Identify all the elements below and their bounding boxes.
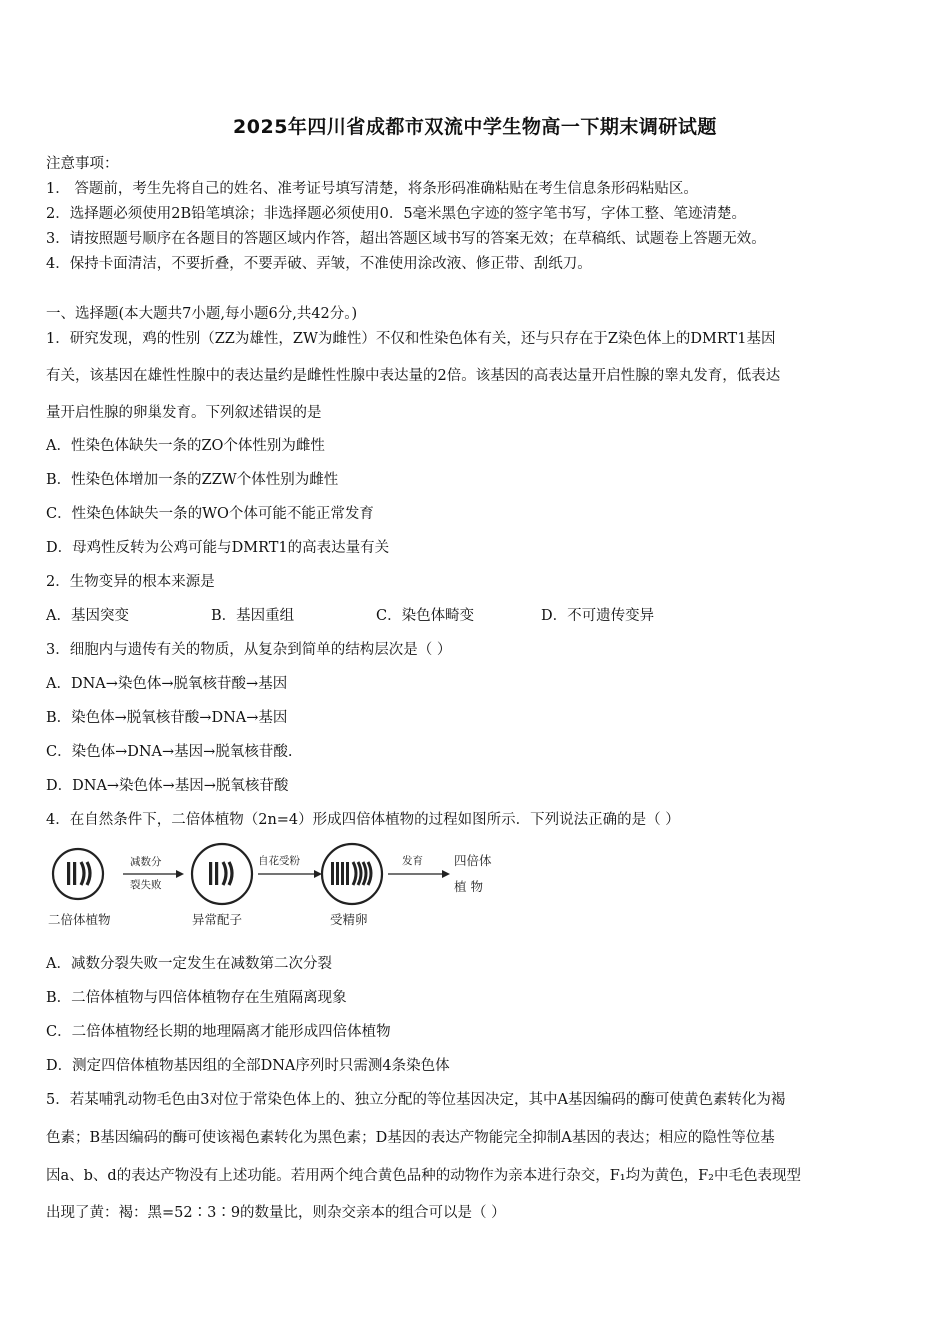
q1-stem-line-1: 1．研究发现，鸡的性别（ZZ为雄性，ZW为雌性）不仅和性染色体有关，还与只存在于Z染色体上的DMRT1基因 [46,331,776,347]
label-development: 发育 [402,855,423,867]
label-tetraploid: 四倍体 [454,853,492,868]
arrow-icon [123,870,184,878]
q3-option-a: A．DNA→染色体→脱氧核苷酸→基因 [46,676,288,692]
q1-option-d: D．母鸡性反转为公鸡可能与DMRT1的高表达量有关 [46,540,390,556]
label-plant: 植 物 [454,879,483,894]
q1-option-a: A．性染色体缺失一条的ZO个体性别为雌性 [46,438,325,454]
page-title: 2025年四川省成都市双流中学生物高一下期末调研试题 [233,116,717,138]
notice-item-2: 2．选择题必须使用2B铅笔填涂；非选择题必须使用0．5毫米黑色字迹的签字笔书写，字体工整、笔迹清楚。 [46,206,747,222]
q2-option-d: D．不可遗传变异 [541,608,655,624]
q2-option-c: C．染色体畸变 [376,608,475,624]
notice-item-1: 1． 答题前，考生先将自己的姓名、准考证号填写清楚，将条形码准确粘贴在考生信息条形码粘贴区。 [46,181,698,197]
notice-item-4: 4．保持卡面清洁，不要折叠，不要弄破、弄皱，不准使用涂改液、修正带、刮纸刀。 [46,256,592,272]
q5-stem-line-2: 色素；B基因编码的酶可使该褐色素转化为黑色素；D基因的表达产物能完全抑制A基因的表达；相应的隐性等位基 [46,1130,775,1146]
q5-stem-line-4: 出现了黄：褐：黑=52∶3∶9的数量比，则杂交亲本的组合可以是（ ） [46,1205,506,1221]
label-self-pollination: 自花受粉 [258,855,300,867]
notice-item-3: 3．请按照题号顺序在各题目的答题区域内作答，超出答题区域书写的答案无效；在草稿纸、试题卷上答题无效。 [46,231,766,247]
label-diploid-plant: 二倍体植物 [48,912,111,927]
q4-option-d: D．测定四倍体植物基因组的全部DNA序列时只需测4条染色体 [46,1058,450,1074]
gamete-cell-icon [192,844,252,904]
q4-option-c: C．二倍体植物经长期的地理隔离才能形成四倍体植物 [46,1024,391,1040]
q4-figure [46,842,516,932]
q2-option-b: B．基因重组 [211,608,295,624]
q1-stem-line-3: 量开启性腺的卵巢发育。下列叙述错误的是 [46,405,322,421]
q5-stem-line-3: 因a、b、d的表达产物没有上述功能。若用两个纯合黄色品种的动物作为亲本进行杂交，F₁均为黄色，F₂中毛色表现型 [46,1168,801,1184]
q4-stem: 4．在自然条件下，二倍体植物（2n=4）形成四倍体植物的过程如图所示．下列说法正确的是（ ） [46,812,680,828]
q2-options [46,604,654,625]
q5-stem-line-1: 5．若某哺乳动物毛色由3对位于常染色体上的、独立分配的等位基因决定，其中A基因编码的酶可使黄色素转化为褐 [46,1092,786,1108]
q2-option-a: A．基因突变 [46,608,129,624]
q3-option-c: C．染色体→DNA→基因→脱氧核苷酸. [46,744,293,760]
polyploidy-diagram [46,842,516,932]
zygote-cell-icon [322,844,382,904]
diploid-cell-icon [53,849,103,899]
label-failure: 裂失败 [130,879,162,891]
q4-option-b: B．二倍体植物与四倍体植物存在生殖隔离现象 [46,990,347,1006]
label-abnormal-gamete: 异常配子 [192,912,243,927]
q1-stem-line-2: 有关，该基因在雄性性腺中的表达量约是雌性性腺中表达量的2倍。该基因的高表达量开启性腺的睾丸发育，低表达 [46,368,781,384]
arrow-icon [388,870,450,878]
q4-option-a: A．减数分裂失败一定发生在减数第二次分裂 [46,956,332,972]
q3-option-b: B．染色体→脱氧核苷酸→DNA→基因 [46,710,288,726]
notice-heading: 注意事项： [46,156,119,172]
label-meiosis: 减数分 [130,856,162,868]
section-heading: 一、选择题(本大题共7小题,每小题6分,共42分。) [46,306,358,322]
q3-option-d: D．DNA→染色体→基因→脱氧核苷酸 [46,778,289,794]
label-zygote: 受精卵 [330,912,368,927]
q1-option-c: C．性染色体缺失一条的WO个体可能不能正常发育 [46,506,374,522]
arrow-icon [258,870,322,878]
q3-stem: 3．细胞内与遗传有关的物质，从复杂到简单的结构层次是（ ） [46,642,452,658]
q1-option-b: B．性染色体增加一条的ZZW个体性别为雌性 [46,472,339,488]
q2-stem: 2．生物变异的根本来源是 [46,574,215,590]
